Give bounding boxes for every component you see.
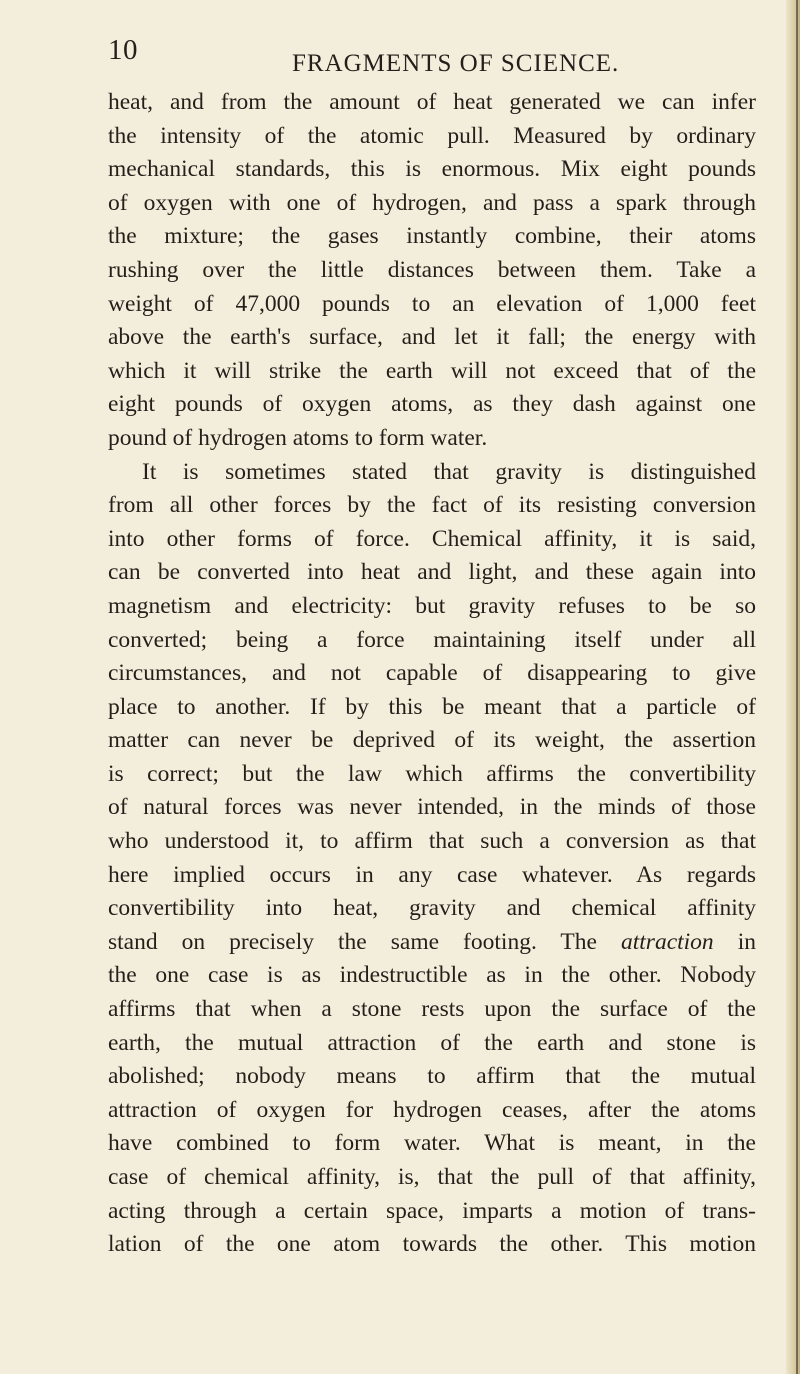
- text-line: the intensity of the atomic pull. Measured by ordinary: [108, 122, 756, 149]
- text-line: lation of the one atom towards the other. This motion: [108, 1231, 756, 1258]
- text-line: the one case is as indestructible as in the other. Nobody: [108, 962, 756, 989]
- text-line: which it will strike the earth will not exceed that of the: [108, 357, 756, 384]
- page-header: [108, 34, 758, 80]
- text-line: affirms that when a stone rests upon the surface of the: [108, 996, 756, 1023]
- text-line: heat, and from the amount of heat generated we can infer: [108, 89, 756, 115]
- text-line: mechanical standards, this is enormous. Mix eight pounds: [108, 156, 756, 183]
- text-line: acting through a certain space, imparts a motion of trans-: [108, 1197, 756, 1224]
- text-line: here implied occurs in any case whatever. As regards: [108, 861, 756, 888]
- page-edge-shadow: [796, 0, 798, 1374]
- running-title: FRAGMENTS OF SCIENCE.: [292, 50, 620, 77]
- text-line-paragraph-end: pound of hydrogen atoms to form water.: [108, 424, 488, 451]
- text-fragment: stand on precisely the same footing. The: [108, 928, 597, 955]
- text-line: rushing over the little distances between them. Take a: [108, 256, 756, 283]
- text-line: converted; being a force maintaining itself under all: [108, 626, 756, 653]
- body-text: [108, 86, 756, 1262]
- text-line: matter can never be deprived of its weight, the assertion: [108, 727, 756, 754]
- text-line: eight pounds of oxygen atoms, as they dash against one: [108, 391, 756, 418]
- text-line: place to another. If by this be meant that a particle of: [108, 693, 756, 720]
- text-line: have combined to form water. What is meant, in the: [108, 1130, 756, 1157]
- text-line: circumstances, and not capable of disappearing to give: [108, 660, 756, 687]
- text-line: the mixture; the gases instantly combine, their atoms: [108, 223, 756, 250]
- italic-word: attraction: [620, 928, 714, 955]
- text-line: attraction of oxygen for hydrogen ceases, after the atoms: [108, 1096, 756, 1123]
- text-line: convertibility into heat, gravity and chemical affinity: [108, 895, 756, 922]
- text-line: earth, the mutual attraction of the earth and stone is: [108, 1029, 756, 1056]
- text-line: above the earth's surface, and let it fall; the energy with: [108, 324, 756, 351]
- text-line: of oxygen with one of hydrogen, and pass a spark through: [108, 189, 756, 216]
- text-fragment: in: [737, 928, 756, 955]
- text-line: magnetism and electricity: but gravity refuses to be so: [108, 592, 756, 619]
- text-line: who understood it, to affirm that such a conversion as that: [108, 828, 756, 855]
- page-number: 10: [108, 34, 138, 66]
- text-line: case of chemical affinity, is, that the pull of that affinity,: [108, 1164, 756, 1190]
- text-line: can be converted into heat and light, and these again into: [108, 559, 756, 586]
- text-line: is correct; but the law which affirms the convertibility: [108, 760, 756, 787]
- text-line: abolished; nobody means to affirm that the mutual: [108, 1063, 756, 1090]
- text-line: weight of 47,000 pounds to an elevation of 1,000 feet: [108, 290, 756, 317]
- text-line: into other forms of force. Chemical affinity, it is said,: [108, 525, 756, 552]
- text-line: of natural forces was never intended, in the minds of those: [108, 794, 756, 821]
- text-line-paragraph-start: It is sometimes stated that gravity is distinguished: [142, 458, 756, 485]
- text-line-with-italic: [108, 926, 756, 960]
- text-line: from all other forces by the fact of its resisting conversion: [108, 492, 756, 519]
